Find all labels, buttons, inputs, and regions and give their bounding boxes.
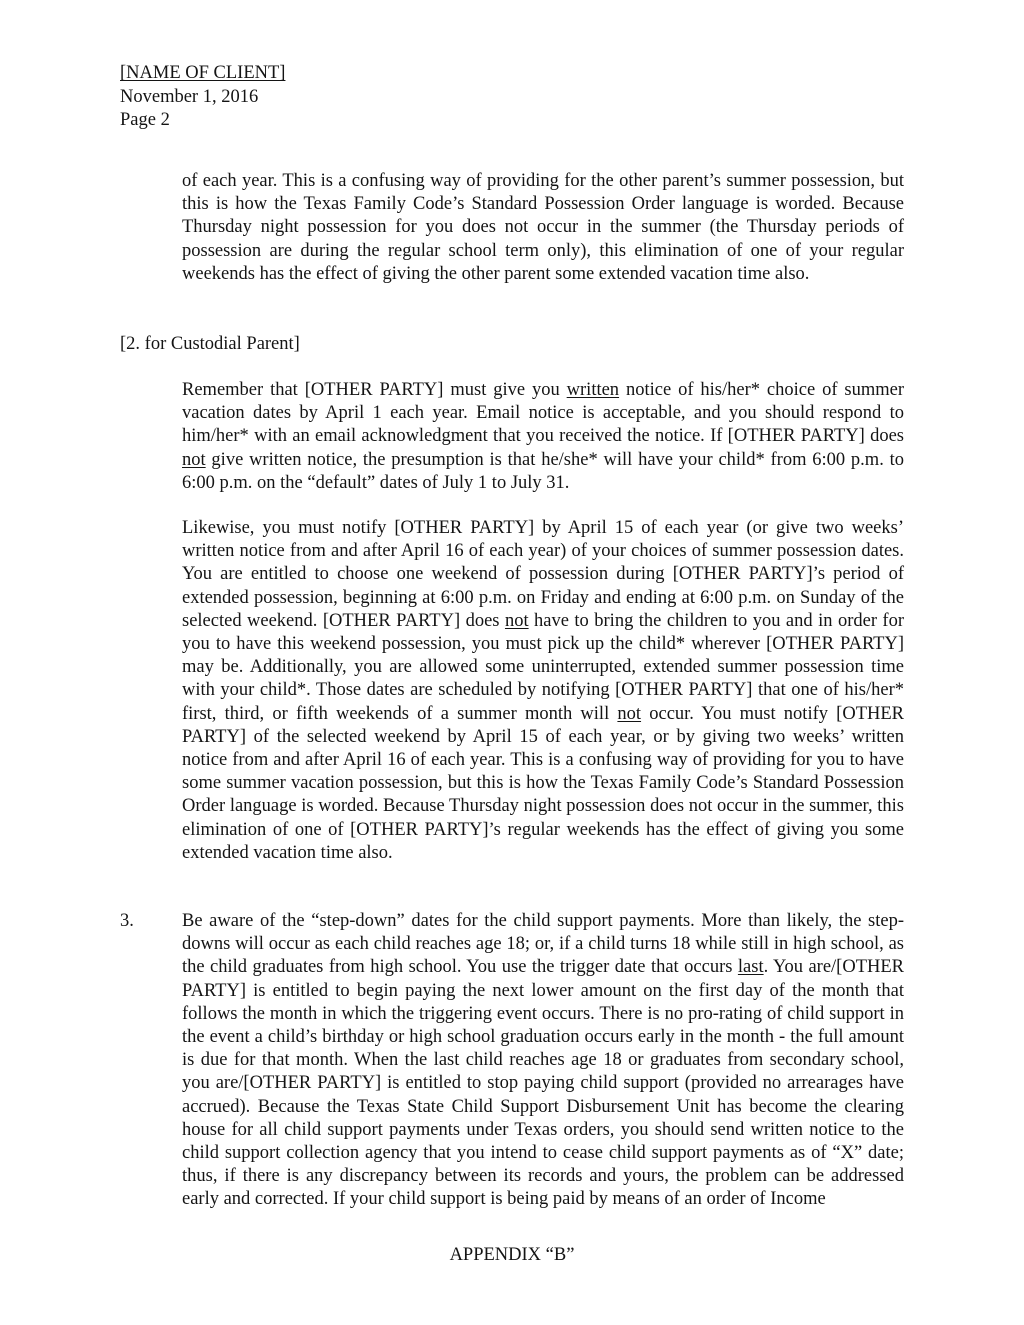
text-run: Be aware of the “step-down” dates for the child support payments. More than likely, the step-downs will occur as each child reaches age 18; or, if a child turns 18 while still in high school, as the child graduates from high school. You use the trigger date that occurs: [182, 911, 904, 978]
section-heading: [2. for Custodial Parent]: [120, 334, 300, 354]
text-run: Likewise, you must notify [OTHER PARTY] by April 15 of each year (or give two weeks’ written notice from and after April 16 of each year) of your choices of summer possession dates. You are entitled to choose one weekend of possession during [OTHER PARTY]’s period of extended possession, beginning at 6:00 p.m. on Friday and ending at 6:00 p.m. on Sunday of the selected weekend. [OTHER PARTY] does: [182, 518, 904, 631]
letter-date: November 1, 2016: [120, 86, 259, 107]
text-run: Remember that [OTHER PARTY] must give you: [182, 380, 567, 400]
underlined-word: not: [504, 610, 529, 631]
client-name: [NAME OF CLIENT]: [120, 63, 286, 83]
text-run: occur. You must notify [OTHER PARTY] of the selected weekend by April 15 of each year, or by giving two weeks’ written notice from and after April 16 of each year. This is a confusing way of providing for you to have some summer vacation possession, but this is how the Texas Family Code’s Standard Possession Order language is worded. Because Thursday night possession does not occur in the summer, this elimination of one of [OTHER PARTY]’s regular weekends has the effect of giving you some extended vacation time also.: [182, 703, 905, 863]
text-run: . You are/[OTHER PARTY] is entitled to begin paying the next lower amount on the first day of the month that follows the month in which the triggering event occurs. There is no pro-rating of child support in the event a child’s birthday or high school graduation occurs early in the month - the full amount is due for that month. When the last child reaches age 18 or graduates from secondary school, you are/[OTHER PARTY] is entitled to stop paying child support (provided no arrearages have accrued). Because the Texas State Child Support Disbursement Unit has become the clearing house for all child support payments under Texas orders, you should send written notice to the child support collection agency that you intend to cease child support payments as of “X” date; thus, if there is any discrepancy between its records and yours, the problem can be addressed early and corrected. If your child support is being paid by means of an order of Income: [182, 957, 904, 1210]
paragraph-continued-text: of each year. This is a confusing way of providing for the other parent’s summer possession, but this is how the Texas Family Code’s Standard Possession Order language is worded. Because Thursday night possession for you does not occur in the summer (the Thursday periods of possession are during the regular school term only), this elimination of one of your regular weekends has the effect of giving the other parent some extended vacation time also.: [182, 171, 904, 284]
item-number: 3.: [120, 911, 134, 931]
underlined-word: not: [617, 703, 642, 724]
letterhead: [120, 62, 285, 133]
text-run: have to bring the children to you and in order for you to have this weekend possession, you must pick up the child* wherever [OTHER PARTY] may be. Additionally, you are allowed some uninterrupted, extended summer possession time with your child*. Those dates are scheduled by notifying [OTHER PARTY] that one of his/her* first, third, or fifth weekends of a summer month will: [182, 610, 904, 724]
paragraph-reminder: [182, 379, 904, 495]
underlined-word: not: [182, 449, 206, 470]
underlined-word: written: [566, 380, 620, 400]
paragraph-likewise: [182, 517, 904, 865]
text-run: notice of his/her* choice of summer vacation dates by April 1 each year. Email notice is acceptable, and you should respond to him/her* with an email acknowledgment that you received the notice. If [OTHER PARTY] does: [182, 380, 904, 447]
text-run: give written notice, the presumption is that he/she* will have your child* from 6:00 p.m. to 6:00 p.m. on the “default” dates of July 1 to July 31.: [182, 449, 904, 493]
underlined-word: last: [737, 957, 764, 978]
page-number: Page 2: [120, 110, 170, 130]
appendix-label: APPENDIX “B”: [449, 1245, 575, 1265]
paragraph-continued: [182, 170, 904, 286]
item-text: [182, 910, 904, 1212]
